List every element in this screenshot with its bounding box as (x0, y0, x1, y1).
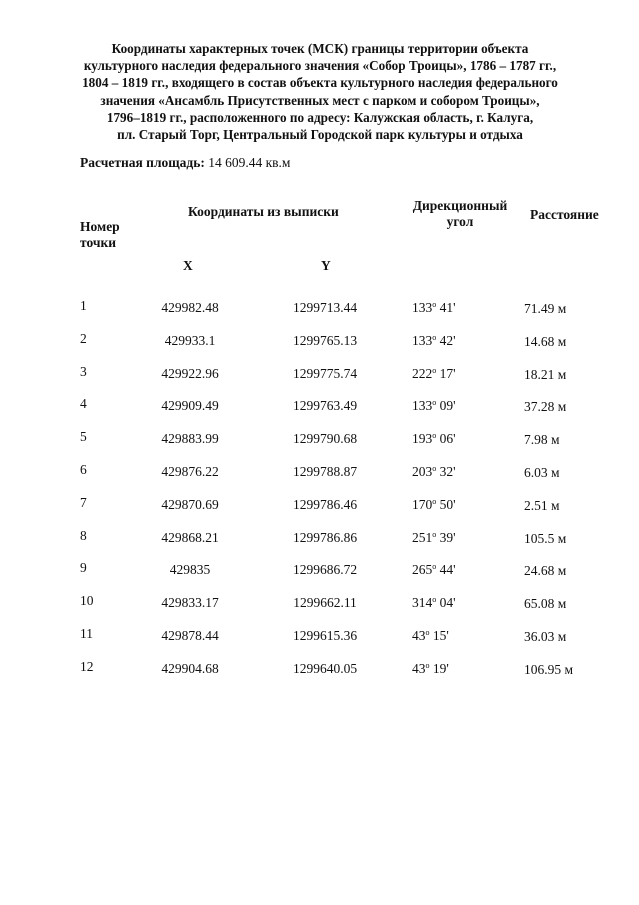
coordinate-y: 1299765.13 (292, 333, 358, 348)
angle-degrees: 43 (412, 628, 426, 643)
degree-sign: o (432, 398, 437, 407)
direction-angle (412, 464, 456, 480)
coordinate-x: 429909.49 (161, 398, 219, 413)
angle-minutes: 19' (432, 661, 449, 676)
distance: 71.49 м (524, 301, 567, 316)
angle-minutes: 39' (439, 530, 456, 545)
header-direction-angle: Дирекционный угол (412, 198, 508, 229)
area-label: Расчетная площадь: (80, 155, 205, 170)
coordinate-x: 429876.22 (161, 464, 219, 479)
coordinate-y: 1299775.74 (292, 366, 358, 381)
distance: 65.08 м (524, 596, 567, 611)
title-line: 1804 – 1819 гг., входящего в состав объекта культурного наследия федерального (82, 75, 558, 91)
direction-angle (412, 366, 456, 382)
distance: 37.28 м (524, 399, 567, 414)
title-line: значения «Ансамбль Присутственных мест с парком и собором Троицы», (100, 92, 540, 108)
header-coordinates: Координаты из выписки (188, 204, 339, 219)
header-x: X (183, 258, 193, 273)
angle-degrees: 314 (412, 595, 433, 610)
distance: 105.5 м (524, 531, 567, 546)
distance: 14.68 м (524, 334, 567, 349)
point-number: 9 (80, 560, 87, 575)
point-number: 7 (80, 495, 87, 510)
angle-minutes: 50' (439, 497, 456, 512)
distance: 36.03 м (524, 629, 567, 644)
direction-angle (412, 431, 456, 447)
degree-sign: o (432, 562, 437, 571)
coordinate-x: 429833.17 (161, 595, 219, 610)
calculated-area (80, 155, 290, 171)
degree-sign: o (432, 431, 437, 440)
degree-sign: o (432, 464, 437, 473)
direction-angle (412, 333, 456, 349)
coordinate-x: 429883.99 (161, 431, 219, 446)
angle-degrees: 222 (412, 366, 433, 381)
degree-sign: o (432, 595, 437, 604)
title-line: пл. Старый Торг, Центральный Городской парк культуры и отдыха (117, 127, 523, 143)
header-distance: Расстояние (530, 207, 599, 222)
angle-minutes: 32' (439, 464, 456, 479)
degree-sign: o (432, 300, 437, 309)
direction-angle (412, 562, 456, 578)
coordinate-x: 429982.48 (161, 300, 219, 315)
point-number: 10 (80, 593, 94, 608)
distance: 18.21 м (524, 367, 567, 382)
angle-degrees: 43 (412, 661, 426, 676)
angle-minutes: 04' (439, 595, 456, 610)
angle-minutes: 09' (439, 398, 456, 413)
area-value: 14 609.44 кв.м (208, 155, 291, 170)
header-y: Y (321, 258, 331, 273)
point-number: 3 (80, 364, 87, 379)
angle-minutes: 44' (439, 562, 456, 577)
angle-minutes: 42' (439, 333, 456, 348)
coordinate-y: 1299640.05 (292, 661, 358, 676)
angle-degrees: 203 (412, 464, 433, 479)
point-number: 11 (80, 626, 93, 641)
point-number: 8 (80, 528, 87, 543)
angle-degrees: 251 (412, 530, 433, 545)
angle-minutes: 06' (439, 431, 456, 446)
coordinate-x: 429933.1 (164, 333, 216, 348)
distance: 6.03 м (524, 465, 560, 480)
angle-degrees: 170 (412, 497, 433, 512)
coordinate-y: 1299763.49 (292, 398, 358, 413)
point-number: 5 (80, 429, 87, 444)
title-line: 1796–1819 гг., расположенного по адресу: Калужская область, г. Калуга, (106, 109, 534, 125)
distance: 24.68 м (524, 563, 567, 578)
direction-angle (412, 398, 456, 414)
coordinate-y: 1299662.11 (293, 595, 357, 610)
direction-angle (412, 300, 456, 316)
distance: 2.51 м (524, 498, 560, 513)
angle-minutes: 41' (439, 300, 456, 315)
coordinate-y: 1299615.36 (292, 628, 358, 643)
header-point-number: Номер точки (80, 219, 120, 250)
degree-sign: o (432, 333, 437, 342)
direction-angle (412, 628, 449, 644)
degree-sign: o (432, 530, 437, 539)
document-title (60, 40, 580, 143)
coordinate-x: 429878.44 (161, 628, 219, 643)
coordinate-y: 1299786.46 (292, 497, 358, 512)
coordinate-y: 1299786.86 (292, 530, 358, 545)
angle-degrees: 133 (412, 300, 433, 315)
coordinate-y: 1299790.68 (292, 431, 358, 446)
point-number: 1 (80, 298, 87, 313)
distance: 106.95 м (524, 662, 574, 677)
direction-angle (412, 595, 456, 611)
degree-sign: o (432, 497, 437, 506)
point-number: 4 (80, 396, 87, 411)
direction-angle (412, 661, 449, 677)
direction-angle (412, 530, 456, 546)
angle-degrees: 133 (412, 398, 433, 413)
coordinate-x: 429868.21 (161, 530, 219, 545)
title-line: Координаты характерных точек (МСК) границы территории объекта (111, 41, 529, 56)
coordinate-y: 1299686.72 (292, 562, 358, 577)
coordinate-x: 429835 (169, 562, 211, 577)
coordinate-y: 1299788.87 (292, 464, 358, 479)
point-number: 6 (80, 462, 87, 477)
point-number: 2 (80, 331, 87, 346)
degree-sign: o (425, 628, 430, 637)
point-number: 12 (80, 659, 94, 674)
distance: 7.98 м (524, 432, 560, 447)
coordinate-x: 429870.69 (161, 497, 219, 512)
title-line: культурного наследия федерального значения «Собор Троицы», 1786 – 1787 гг., (83, 58, 557, 74)
degree-sign: o (432, 366, 437, 375)
direction-angle (412, 497, 456, 513)
coordinate-y: 1299713.44 (292, 300, 358, 315)
degree-sign: o (425, 661, 430, 670)
angle-degrees: 265 (412, 562, 433, 577)
angle-degrees: 193 (412, 431, 433, 446)
angle-degrees: 133 (412, 333, 433, 348)
coordinate-x: 429904.68 (161, 661, 219, 676)
angle-minutes: 17' (439, 366, 456, 381)
coordinate-x: 429922.96 (161, 366, 219, 381)
angle-minutes: 15' (432, 628, 449, 643)
